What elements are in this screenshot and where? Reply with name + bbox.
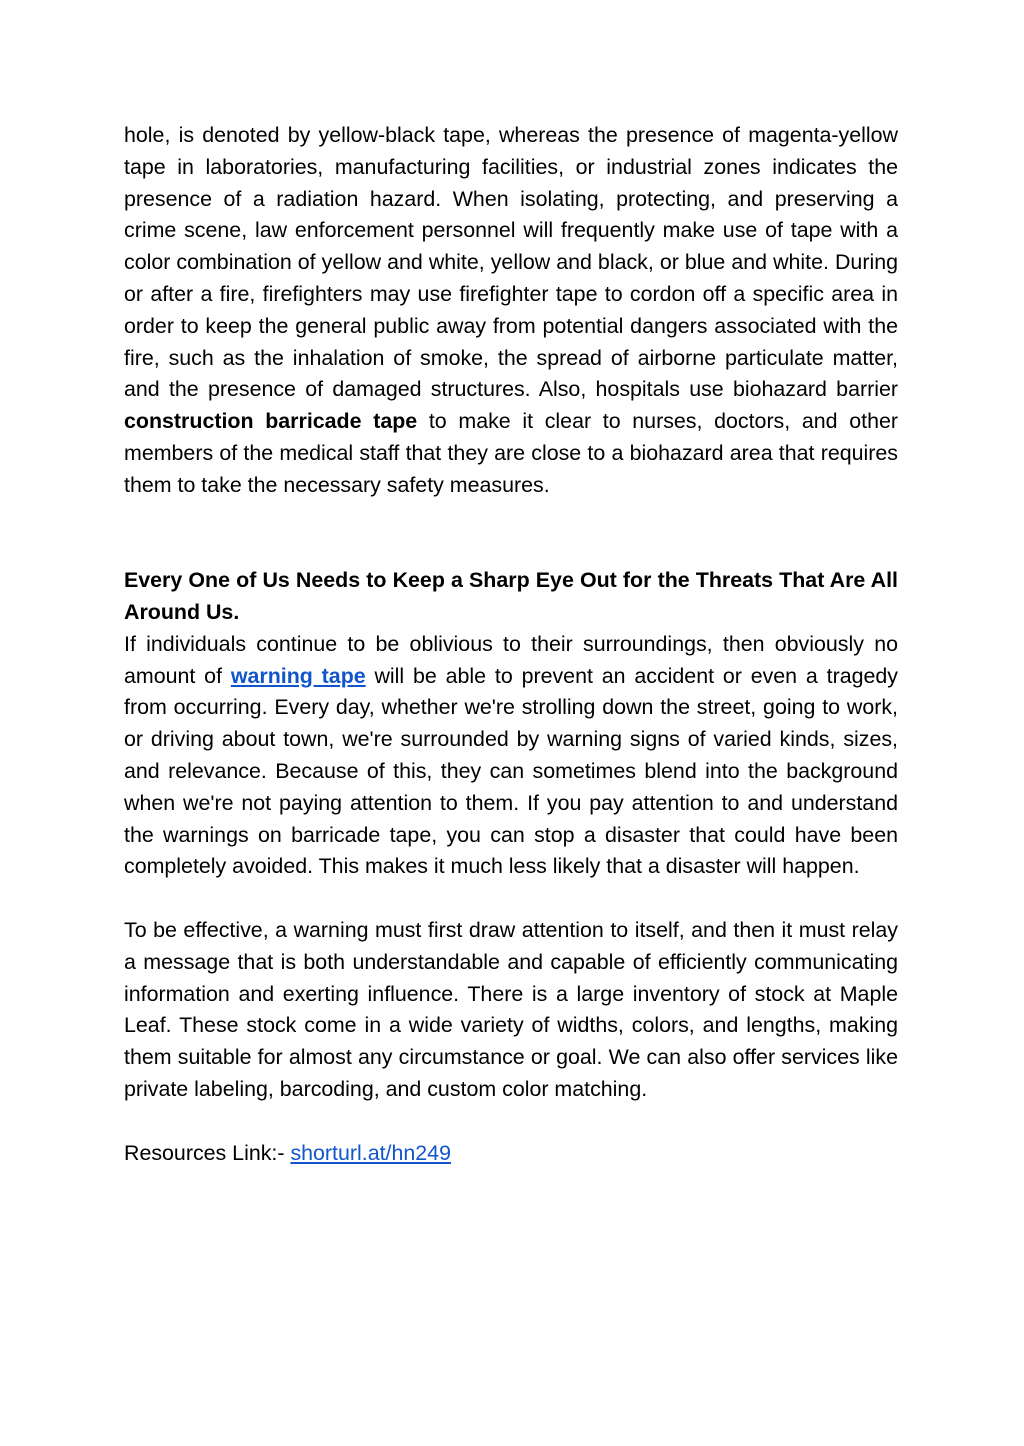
resources-label: Resources Link:- [124, 1140, 291, 1165]
spacer [124, 502, 898, 566]
paragraph-text: If individuals continue to be oblivious to their surroundings, then obviously no amount of [124, 631, 898, 688]
paragraph-hazard-tape-colors [124, 120, 898, 502]
resources-link[interactable]: shorturl.at/hn249 [290, 1140, 451, 1165]
document-page [124, 120, 898, 1169]
paragraph-effective-warning: To be effective, a warning must first draw attention to itself, and then it must relay a message that is both understandable and capable of efficiently communicating information and exerting influence. There is a large inventory of stock at Maple Leaf. These stock come in a wide variety of widths, colors, and lengths, making them suitable for almost any circumstance or goal. We can also offer services like private labeling, barcoding, and custom color matching. [124, 917, 898, 1101]
paragraph-text: will be able to prevent an accident or even a tragedy from occurring. Every day, whether we're strolling down the street, going to work, or driving about town, we're surrounded by warning signs of varied kinds, sizes, and relevance. Because of this, they can sometimes blend into the background when we're not paying attention to them. If you pay attention to and understand the warnings on barricade tape, you can stop a disaster that could have been completely avoided. This makes it much less likely that a disaster will happen. [124, 663, 898, 879]
spacer [124, 1106, 898, 1138]
bold-construction-barricade-tape: construction barricade tape [124, 409, 418, 434]
paragraph-warning-awareness [124, 629, 898, 883]
paragraph-text: hole, is denoted by yellow-black tape, whereas the presence of magenta-yellow tape in laboratories, manufacturing facilities, or industrial zones indicates the presence of a radiation hazard. When isolating, protecting, and preserving a crime scene, law enforcement personnel will frequently make use of tape with a color combination of yellow and white, yellow and black, or blue and white. During or after a fire, firefighters may use firefighter tape to cordon off a specific area in order to keep the general public away from potential dangers associated with the fire, such as the inhalation of smoke, the spread of airborne particulate matter, and the presence of damaged structures. Also, hospitals use biohazard barrier [124, 123, 898, 402]
paragraph-text: to make it clear to nurses, doctors, and other members of the medical staff that they are close to a biohazard area that requires them to take the necessary safety measures. [124, 409, 898, 497]
warning-tape-link[interactable]: warning tape [230, 663, 366, 688]
spacer [124, 883, 898, 915]
resources-line [124, 1138, 898, 1170]
section-heading: Every One of Us Needs to Keep a Sharp Eye Out for the Threats That Are All Around Us. [124, 568, 898, 624]
